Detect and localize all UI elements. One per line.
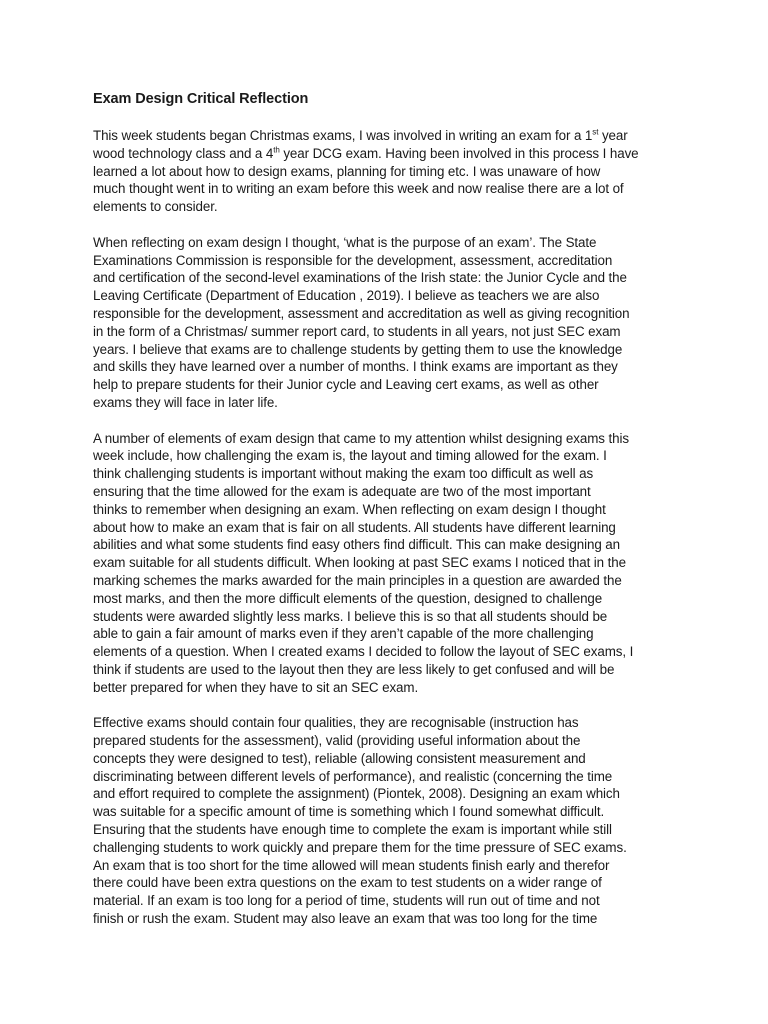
text-line — [93, 643, 683, 661]
text-line — [93, 376, 683, 394]
text-run: concepts they were designed to test), reliable (allowing consistent measurement and — [93, 750, 586, 766]
text-line — [93, 661, 683, 679]
text-line — [93, 465, 683, 483]
text-line — [93, 803, 683, 821]
text-line — [93, 163, 683, 181]
text-run: learned a lot about how to design exams, planning for timing etc. I was unaware of how — [93, 163, 601, 179]
text-line — [93, 252, 683, 270]
text-run: This week students began Christmas exams, I was involved in writing an exam for a 1 — [93, 128, 593, 143]
text-line — [93, 839, 683, 857]
text-line — [93, 145, 683, 163]
text-run: Effective exams should contain four qualities, they are recognisable (instruction has — [93, 715, 579, 731]
text-run: week include, how challenging the exam is, the layout and timing allowed for the exam. I — [93, 448, 607, 464]
text-run: year — [598, 128, 628, 143]
text-run: years. I believe that exams are to challenge students by getting them to use the knowledge — [93, 341, 623, 357]
text-line — [93, 323, 683, 341]
text-line — [93, 536, 683, 554]
text-line — [93, 447, 683, 465]
text-line — [93, 768, 683, 786]
paragraph — [93, 430, 683, 697]
text-run: abilities and what some students find easy others find difficult. This can make designing an — [93, 537, 620, 553]
text-run: discriminating between different levels of performance), and realistic (concerning the time — [93, 768, 613, 784]
text-run: help to prepare students for their Junior cycle and Leaving cert exams, as well as other — [93, 377, 599, 393]
text-line — [93, 287, 683, 305]
text-run: A number of elements of exam design that came to my attention whilst designing exams this — [93, 430, 629, 446]
text-run: Ensuring that the students have enough time to complete the exam is important while still — [93, 822, 612, 838]
text-run: ensuring that the time allowed for the exam is adequate are two of the most important — [93, 483, 591, 499]
text-line — [93, 180, 683, 198]
text-run: elements to consider. — [93, 199, 218, 215]
text-run: When reflecting on exam design I thought, ‘what is the purpose of an exam’. The State — [93, 234, 597, 250]
text-run: thinks to remember when designing an exam. When reflecting on exam design I thought — [93, 501, 606, 517]
text-line — [93, 519, 683, 537]
text-line — [93, 501, 683, 519]
document-content — [93, 86, 683, 946]
text-line — [93, 714, 683, 732]
text-line — [93, 874, 683, 892]
text-run: and certification of the second-level examinations of the Irish state: the Junior Cycle and the — [93, 270, 627, 286]
text-line — [93, 394, 683, 412]
document-title: Exam Design Critical Reflection — [93, 91, 309, 107]
text-line — [93, 483, 683, 501]
text-line — [93, 358, 683, 376]
text-run: was suitable for a specific amount of time is something which I found somewhat difficult. — [93, 804, 605, 820]
text-run: An exam that is too short for the time allowed will mean students finish early and therefor — [93, 857, 610, 873]
text-run: better prepared for when they have to sit an SEC exam. — [93, 679, 419, 695]
text-run: most marks, and then the more difficult elements of the question, designed to challenge — [93, 590, 603, 606]
text-run: students were awarded slightly less marks. I believe this is so that all students should be — [93, 608, 608, 624]
text-run: marking schemes the marks awarded for the main principles in a question are awarded the — [93, 572, 622, 588]
ordinal-superscript: st — [592, 127, 599, 137]
text-run: and effort required to complete the assignment) (Piontek, 2008). Designing an exam which — [93, 786, 620, 802]
text-run: in the form of a Christmas/ summer report card, to students in all years, not just SEC exam — [93, 323, 621, 339]
text-run: Leaving Certificate (Department of Education , 2019). I believe as teachers we are also — [93, 288, 600, 304]
text-run: think if students are used to the layout then they are less likely to get confused and will be — [93, 661, 615, 677]
text-run: challenging students to work quickly and prepare them for the time pressure of SEC exams. — [93, 839, 627, 855]
text-line — [93, 554, 683, 572]
text-line — [93, 625, 683, 643]
text-line — [93, 821, 683, 839]
text-run: much thought went in to writing an exam before this week and now realise there are a lot of — [93, 181, 624, 197]
text-line — [93, 590, 683, 608]
text-run: elements of a question. When I created exams I decided to follow the layout of SEC exams, I — [93, 644, 634, 660]
text-line — [93, 572, 683, 590]
text-run: able to gain a fair amount of marks even if they aren’t capable of the more challenging — [93, 626, 594, 642]
text-run: responsible for the development, assessment and accreditation as well as giving recognition — [93, 305, 630, 321]
text-line — [93, 785, 683, 803]
text-run: prepared students for the assessment), valid (providing useful information about the — [93, 733, 581, 749]
text-run: Examinations Commission is responsible for the development, assessment, accreditation — [93, 252, 613, 268]
text-line — [93, 892, 683, 910]
text-run: about how to make an exam that is fair on all students. All students have different learning — [93, 519, 616, 535]
text-run: there could have been extra questions on the exam to test students on a wider range of — [93, 875, 602, 891]
text-line — [93, 341, 683, 359]
text-run: and skills they have learned over a number of months. I think exams are important as they — [93, 359, 618, 375]
paragraph — [93, 234, 683, 412]
text-run: think challenging students is important without making the exam too difficult as well as — [93, 466, 594, 482]
text-line — [93, 608, 683, 626]
text-run: material. If an exam is too long for a period of time, students will run out of time and not — [93, 893, 600, 909]
text-line — [93, 127, 683, 145]
text-line — [93, 269, 683, 287]
text-line — [93, 305, 683, 323]
document-body — [93, 127, 683, 928]
text-run: wood technology class and a 4 — [93, 145, 274, 161]
text-line — [93, 679, 683, 697]
text-run: exams they will face in later life. — [93, 394, 278, 410]
paragraph — [93, 127, 683, 216]
text-run: year DCG exam. Having been involved in this process I have — [279, 145, 639, 161]
paragraph — [93, 714, 683, 928]
text-run: finish or rush the exam. Student may also leave an exam that was too long for the time — [93, 911, 598, 927]
text-line — [93, 750, 683, 768]
text-line — [93, 857, 683, 875]
text-line — [93, 234, 683, 252]
text-line — [93, 732, 683, 750]
ordinal-superscript: th — [273, 145, 280, 155]
text-line — [93, 910, 683, 928]
text-run: exam suitable for all students difficult. When looking at past SEC exams I noticed that in the — [93, 555, 626, 571]
text-line — [93, 198, 683, 216]
text-line — [93, 430, 683, 448]
